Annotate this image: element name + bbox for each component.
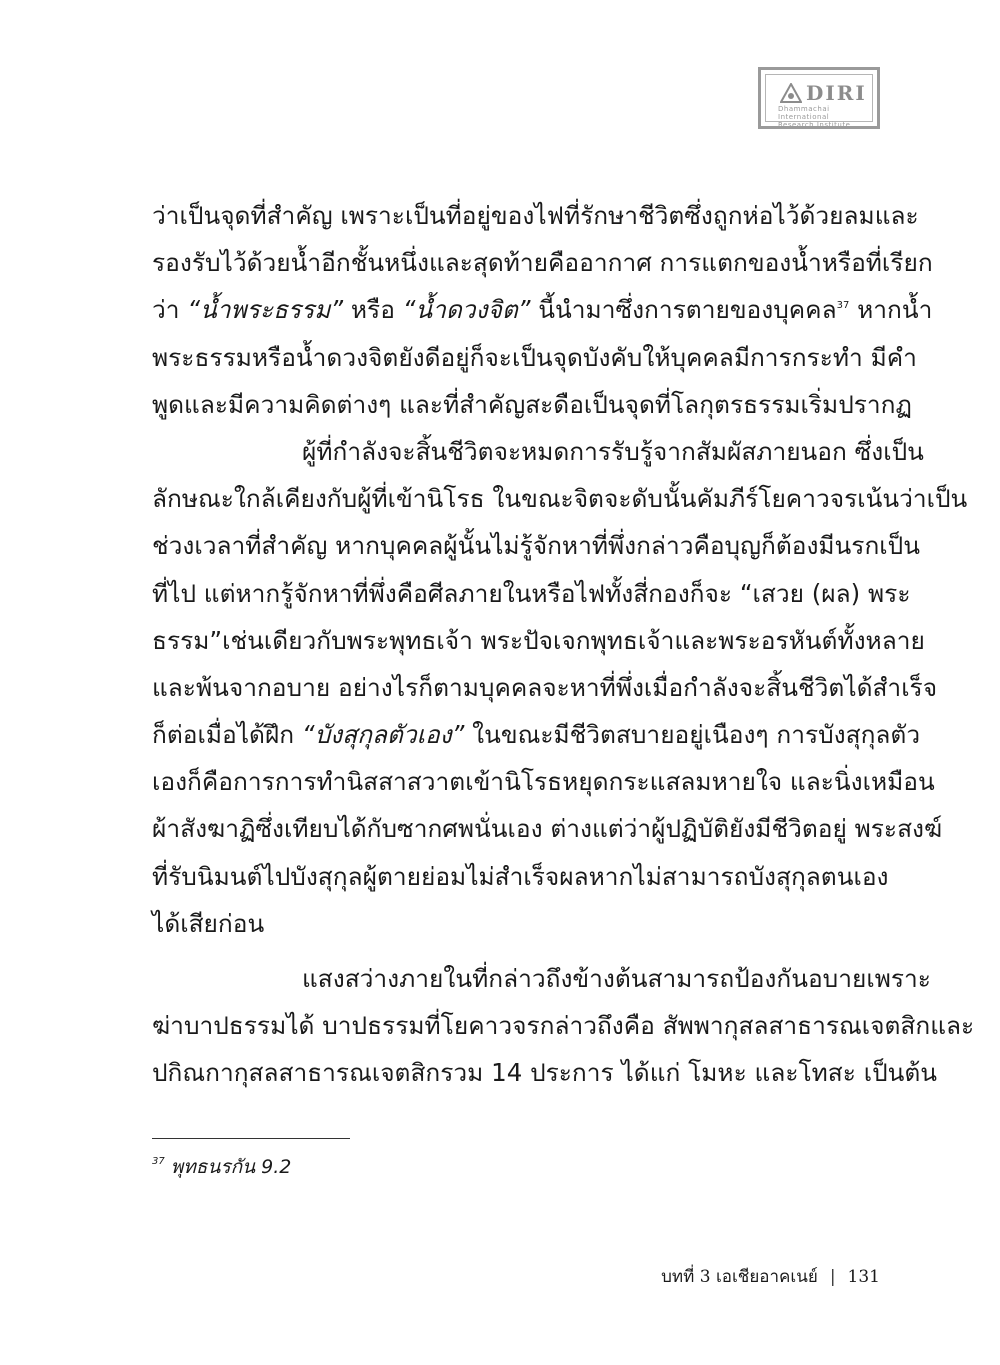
chapter-title: บทที่ 3 เอเชียอาคเนย์ bbox=[661, 1267, 818, 1287]
emphasis-nam-duang-jit: “น้ำดวงจิต” bbox=[402, 295, 531, 325]
emphasis-bangsukul: “บังสุกุลตัวเอง” bbox=[301, 720, 465, 750]
p3-line: ฆ่าบาปธรรมได้ บาปธรรมที่โยคาวจรกล่าวถึงคือ สัพพากุสลสาธารณเจตสิกและ bbox=[152, 1011, 975, 1041]
p1-line-with-footnote-ref bbox=[152, 286, 933, 333]
footnote bbox=[152, 1152, 291, 1182]
text-span: ในขณะมีชีวิตสบายอยู่เนืองๆ การบังสุกุลตัว bbox=[464, 720, 921, 750]
logo-subtitle-line2: Research Institute bbox=[778, 121, 851, 129]
p2-line: ที่รับนิมนต์ไปบังสุกุลผู้ตายย่อมไม่สำเร็จผลหากไม่สามารถบังสุกุลตนเอง bbox=[152, 861, 889, 891]
logo-subtitle-line1: Dhammachai International bbox=[778, 105, 830, 121]
page-number: 131 bbox=[847, 1267, 880, 1287]
logo-name: DIRI bbox=[806, 81, 867, 105]
diri-logo bbox=[758, 67, 880, 129]
logo-subtitle bbox=[778, 105, 872, 129]
emphasis-nam-phra-tham: “น้ำพระธรรม” bbox=[187, 295, 344, 325]
dhammachai-emblem-icon bbox=[780, 83, 802, 103]
body-text bbox=[152, 192, 975, 1097]
footer-separator: | bbox=[829, 1267, 836, 1287]
footnote-divider bbox=[152, 1138, 350, 1139]
p2-line: และพ้นจากอบาย อย่างไรก็ตามบุคคลจะหาที่พึ่งเมื่อกำลังจะสิ้นชีวิตได้สำเร็จ bbox=[152, 672, 938, 702]
paragraph-gap bbox=[152, 947, 880, 955]
p2-line: ช่วงเวลาที่สำคัญ หากบุคคลผู้นั้นไม่รู้จักหาที่พึ่งกล่าวคือบุญก็ต้องมีนรกเป็น bbox=[152, 531, 920, 561]
p2-line: ผ้าสังฆาฏิซึ่งเทียบได้กับซากศพนั่นเอง ต่างแต่ว่าผู้ปฏิบัติยังมีชีวิตอยู่ พระสงฆ์ bbox=[152, 814, 943, 844]
text-span: ว่า bbox=[152, 295, 188, 325]
p1-line: ว่าเป็นจุดที่สำคัญ เพราะเป็นที่อยู่ของไฟที่รักษาชีวิตซึ่งถูกห่อไว้ด้วยลมและ bbox=[152, 201, 919, 230]
text-span: หากน้ำ bbox=[849, 295, 933, 325]
p2-line: ผู้ที่กำลังจะสิ้นชีวิตจะหมดการรับรู้จากสัมผัสภายนอก ซึ่งเป็น bbox=[302, 436, 924, 466]
p2-line: ที่ไป แต่หากรู้จักหาที่พึ่งคือศีลภายในหรือไฟทั้งสี่กองก็จะ “เสวย (ผล) พระ bbox=[152, 578, 911, 608]
text-span: หรือ bbox=[343, 295, 403, 325]
running-footer bbox=[661, 1263, 880, 1290]
p3-line: แสงสว่างภายในที่กล่าวถึงข้างต้นสามารถป้องกันอบายเพราะ bbox=[302, 964, 931, 993]
logo-frame bbox=[765, 74, 873, 129]
footnote-number: 37 bbox=[152, 1156, 165, 1167]
p2-line: ลักษณะใกล้เคียงกับผู้ที่เข้านิโรธ ในขณะจิตจะดับนั้นคัมภีร์โยคาวจรเน้นว่าเป็น bbox=[152, 484, 968, 514]
p2-line: ได้เสียก่อน bbox=[152, 908, 265, 938]
p2-line-with-emphasis bbox=[152, 711, 921, 758]
p3-line: ปกิณกากุสลสาธารณเจตสิกรวม 14 ประการ ได้แก่ โมหะ และโทสะ เป็นต้น bbox=[152, 1058, 938, 1088]
p2-line: เองก็คือการการทำนิสสาสวาตเข้านิโรธหยุดกระแสลมหายใจ และนิ่งเหมือน bbox=[152, 767, 935, 797]
text-span: นี้นำมาซึ่งการตายของบุคคล bbox=[530, 295, 837, 325]
footnote-reference[interactable]: 37 bbox=[836, 300, 850, 312]
p1-line: รองรับไว้ด้วยน้ำอีกชั้นหนึ่งและสุดท้ายคืออากาศ การแตกของน้ำหรือที่เรียก bbox=[152, 248, 933, 278]
footnote-text: พุทธนรกัน 9.2 bbox=[170, 1156, 292, 1178]
p1-line: พระธรรมหรือน้ำดวงจิตยังดีอยู่ก็จะเป็นจุดบังคับให้บุคคลมีการกระทำ มีคำ bbox=[152, 342, 917, 372]
text-span: ก็ต่อเมื่อได้ฝึก bbox=[152, 720, 302, 750]
p1-line: พูดและมีความคิดต่างๆ และที่สำคัญสะดือเป็นจุดที่โลกุตรธรรมเริ่มปรากฏ bbox=[152, 389, 912, 419]
p2-line: ธรรม”เช่นเดียวกับพระพุทธเจ้า พระปัจเจกพุทธเจ้าและพระอรหันต์ทั้งหลาย bbox=[152, 625, 925, 655]
